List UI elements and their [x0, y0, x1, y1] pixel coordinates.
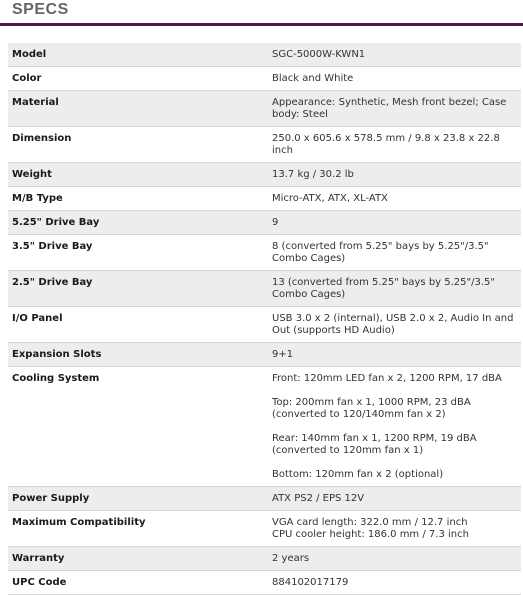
spec-row-power-supply: [8, 487, 521, 511]
specs-table: [8, 43, 521, 595]
spec-label: 3.5" Drive Bay: [8, 235, 266, 271]
spec-label: Expansion Slots: [8, 343, 266, 367]
spec-value: [266, 511, 521, 547]
cooling-front: Front: 120mm LED fan x 2, 1200 RPM, 17 dBA: [272, 373, 502, 384]
spec-label: UPC Code: [8, 571, 266, 595]
spec-value: ATX PS2 / EPS 12V: [266, 487, 521, 511]
spec-row-525-bay: [8, 211, 521, 235]
spec-row-max-compat: [8, 511, 521, 547]
spec-value: Micro-ATX, ATX, XL-ATX: [266, 187, 521, 211]
spec-label: Power Supply: [8, 487, 266, 511]
spec-row-25-bay: [8, 271, 521, 307]
spec-row-color: [8, 67, 521, 91]
spec-value: Black and White: [266, 67, 521, 91]
spec-label: 2.5" Drive Bay: [8, 271, 266, 307]
spec-row-dimension: [8, 127, 521, 163]
spec-value: 9: [266, 211, 521, 235]
spec-row-35-bay: [8, 235, 521, 271]
cooling-rear: Rear: 140mm fan x 1, 1200 RPM, 19 dBA (converted to 120mm fan x 1): [272, 433, 477, 456]
spec-label: 5.25" Drive Bay: [8, 211, 266, 235]
spec-value: 13.7 kg / 30.2 lb: [266, 163, 521, 187]
spec-label: Cooling System: [8, 367, 266, 487]
spec-value: 884102017179: [266, 571, 521, 595]
spec-row-mb-type: [8, 187, 521, 211]
spec-label: Model: [8, 43, 266, 67]
spec-row-model: [8, 43, 521, 67]
spec-row-upc: [8, 571, 521, 595]
spec-value: SGC-5000W-KWN1: [266, 43, 521, 67]
spec-row-warranty: [8, 547, 521, 571]
section-title: SPECS: [12, 1, 69, 18]
compat-cpu-cooler: CPU cooler height: 186.0 mm / 7.3 inch: [272, 529, 469, 540]
spec-value: Appearance: Synthetic, Mesh front bezel; Case body: Steel: [266, 91, 521, 127]
spec-row-expansion-slots: [8, 343, 521, 367]
spec-value: USB 3.0 x 2 (internal), USB 2.0 x 2, Audio In and Out (supports HD Audio): [266, 307, 521, 343]
spec-row-material: [8, 91, 521, 127]
spec-row-cooling-system: [8, 367, 521, 487]
spec-row-io-panel: [8, 307, 521, 343]
spec-value: 2 years: [266, 547, 521, 571]
spec-label: Warranty: [8, 547, 266, 571]
spec-label: Color: [8, 67, 266, 91]
spec-label: Dimension: [8, 127, 266, 163]
spec-value: 250.0 x 605.6 x 578.5 mm / 9.8 x 23.8 x 22.8 inch: [266, 127, 521, 163]
spec-row-weight: [8, 163, 521, 187]
cooling-top: Top: 200mm fan x 1, 1000 RPM, 23 dBA (converted to 120/140mm fan x 2): [272, 397, 471, 420]
compat-vga: VGA card length: 322.0 mm / 12.7 inch: [272, 517, 468, 528]
spec-label: Material: [8, 91, 266, 127]
cooling-bottom: Bottom: 120mm fan x 2 (optional): [272, 469, 444, 480]
spec-value: 8 (converted from 5.25" bays by 5.25"/3.5" Combo Cages): [266, 235, 521, 271]
spec-value: [266, 367, 521, 487]
spec-value: 9+1: [266, 343, 521, 367]
spec-value: 13 (converted from 5.25" bays by 5.25"/3.5" Combo Cages): [266, 271, 521, 307]
spec-label: Weight: [8, 163, 266, 187]
spec-label: I/O Panel: [8, 307, 266, 343]
spec-label: M/B Type: [8, 187, 266, 211]
title-divider: [0, 23, 523, 26]
spec-label: Maximum Compatibility: [8, 511, 266, 547]
